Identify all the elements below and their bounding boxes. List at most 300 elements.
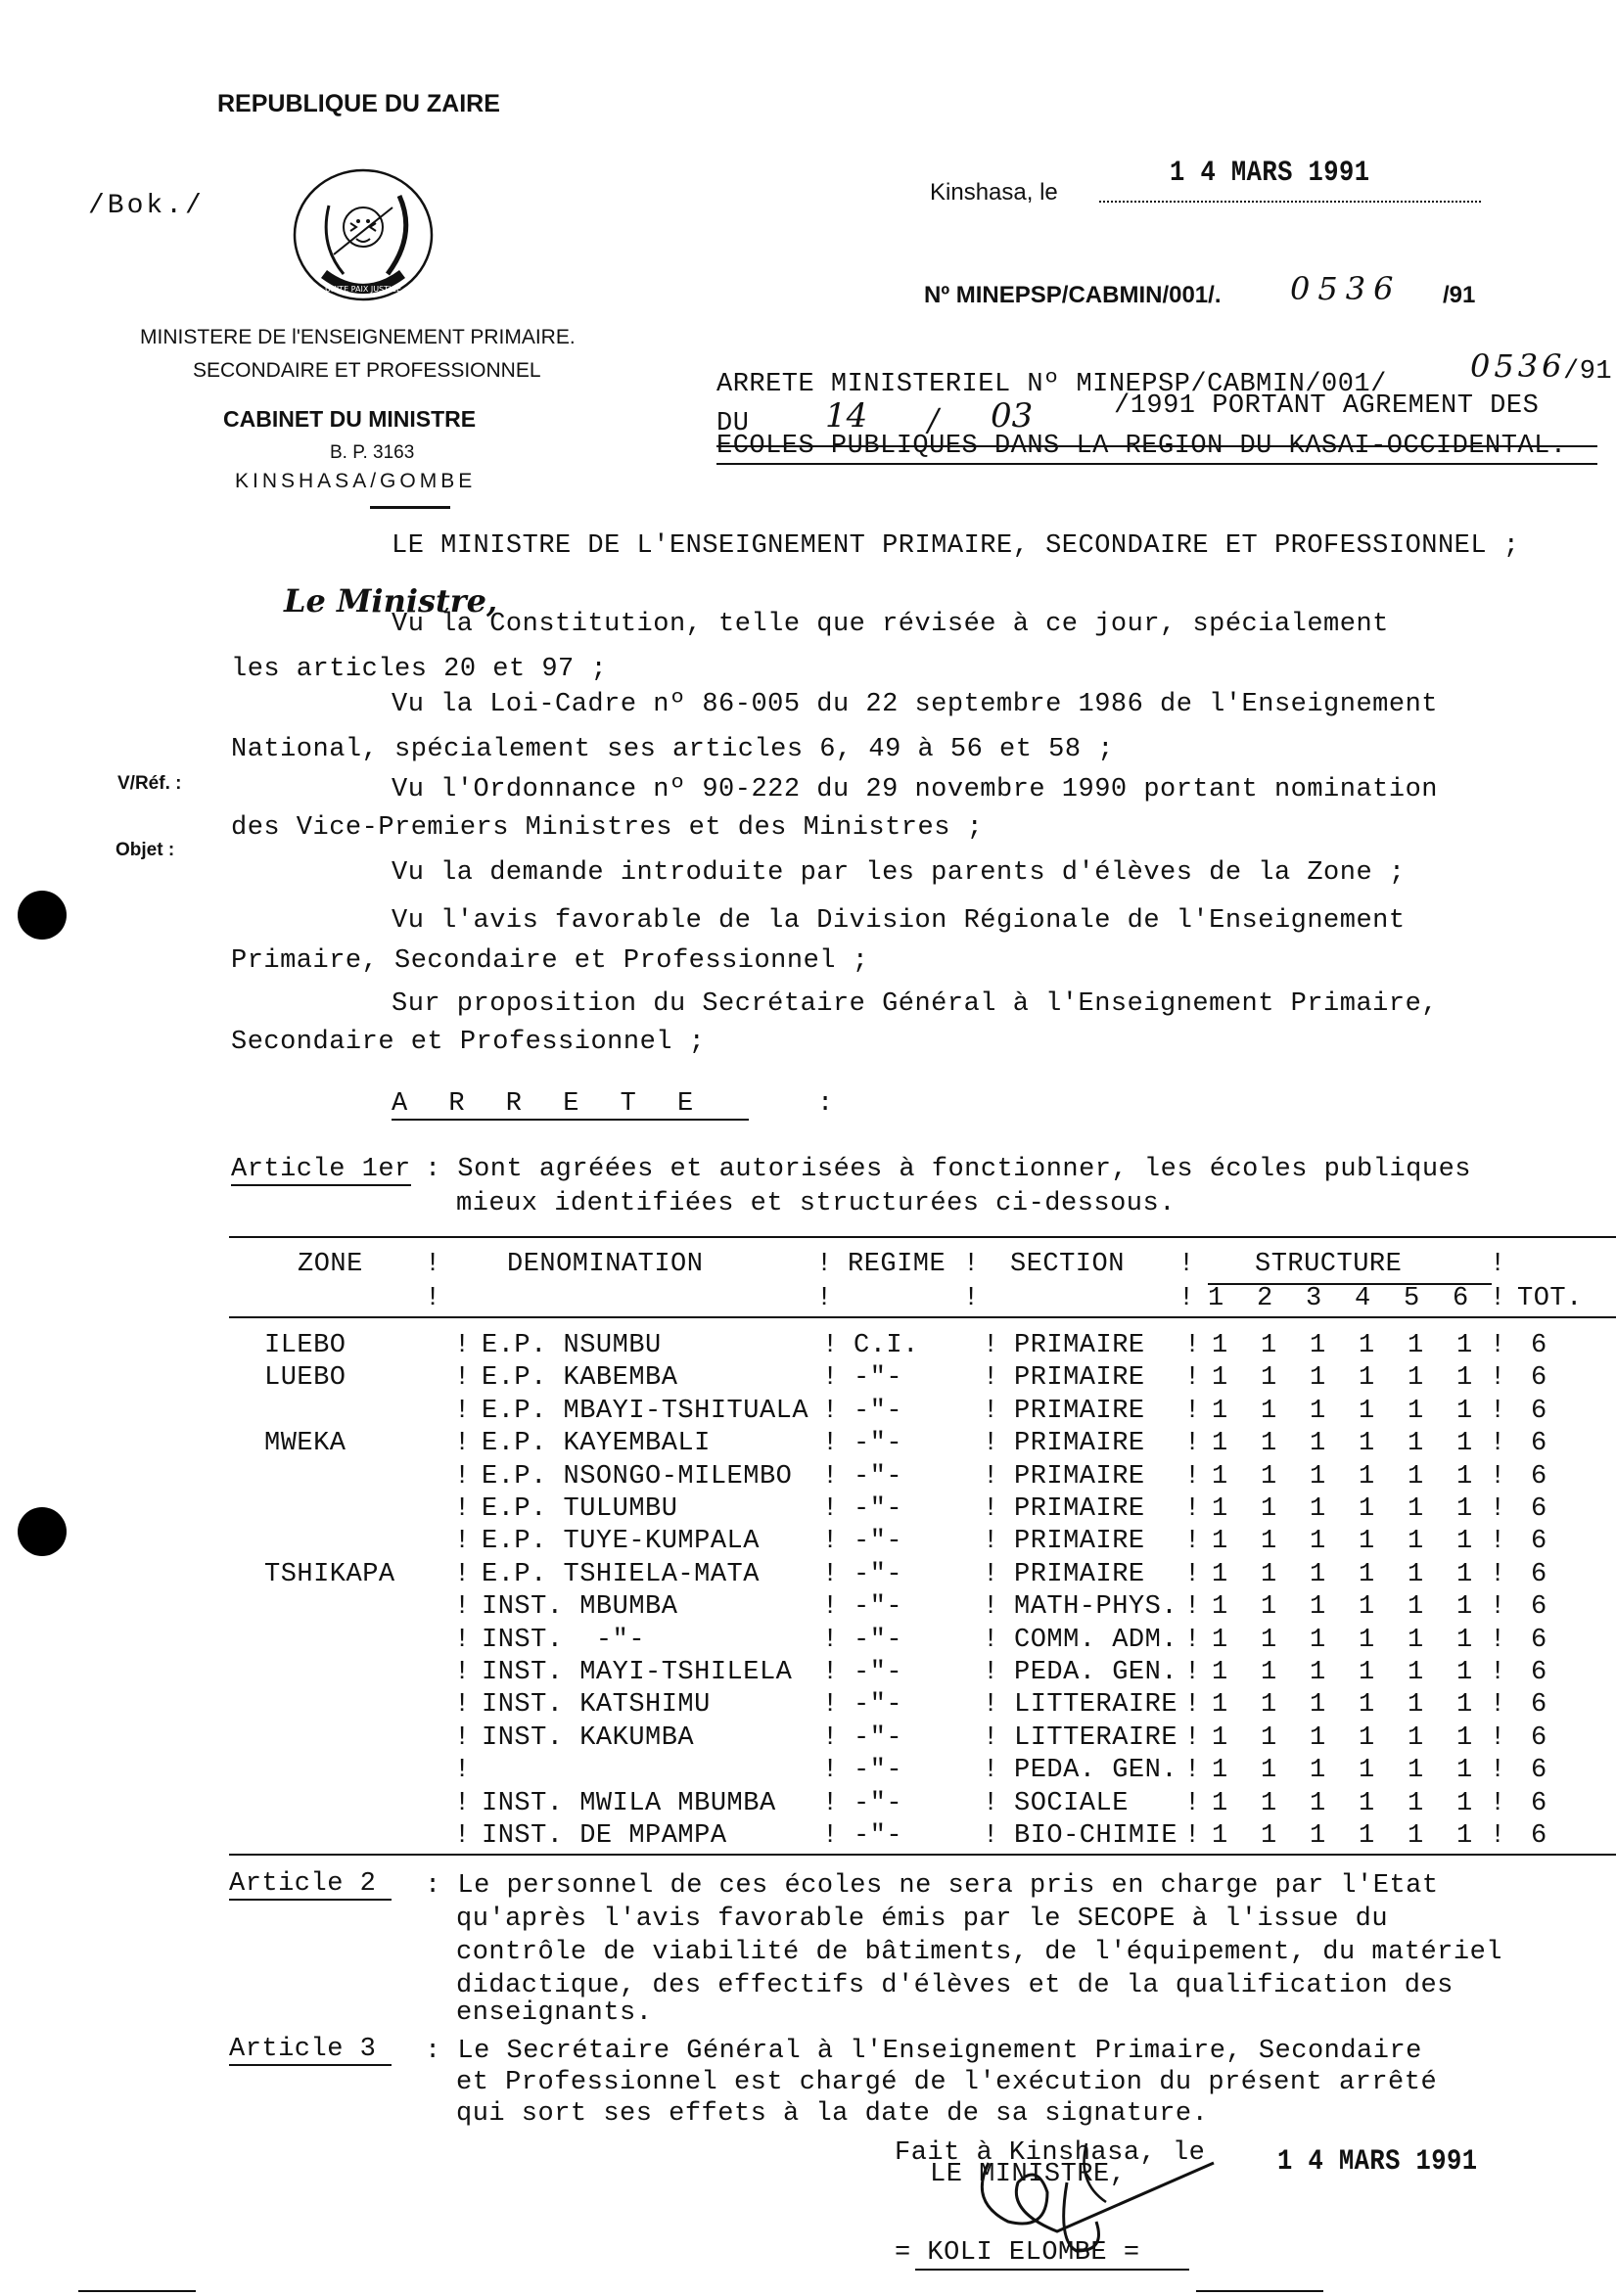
cell-structure-4: 1	[1359, 1756, 1375, 1786]
cell-sep: !	[1490, 1756, 1506, 1786]
cell-structure-5: 1	[1408, 1527, 1424, 1557]
table-row	[229, 1527, 1616, 1559]
header-sep: !	[1490, 1250, 1506, 1279]
cell-denomination: E.P. MBAYI-TSHITUALA	[482, 1396, 809, 1426]
cell-sep: !	[1490, 1494, 1506, 1524]
header-sep: !	[425, 1250, 441, 1279]
cell-structure-4: 1	[1359, 1592, 1375, 1623]
cell-structure-2: 1	[1261, 1821, 1277, 1851]
header-sep: !	[816, 1284, 833, 1313]
title-line1-suffix: /91	[1563, 357, 1613, 387]
structure-rule	[1208, 1283, 1492, 1285]
cell-structure-1: 1	[1212, 1592, 1228, 1623]
cell-sep: !	[1184, 1788, 1201, 1818]
cell-sep: !	[454, 1429, 471, 1459]
cell-sep: !	[1184, 1690, 1201, 1721]
cell-sep: !	[822, 1461, 839, 1492]
cell-sep: !	[454, 1396, 471, 1426]
cell-sep: !	[983, 1788, 999, 1818]
cell-sep: !	[1184, 1658, 1201, 1687]
article2-line3: contrôle de viabilité de bâtiments, de l'équipement, du matériel	[456, 1938, 1502, 1967]
cell-sep: !	[1490, 1821, 1506, 1851]
cell-sep: !	[983, 1331, 999, 1360]
cell-sep: !	[1184, 1625, 1201, 1655]
cell-section: PRIMAIRE	[1014, 1494, 1145, 1524]
cell-sep: !	[454, 1756, 471, 1786]
place-label: Kinshasa, le	[930, 179, 1058, 206]
cell-structure-5: 1	[1408, 1429, 1424, 1459]
header-sep: !	[1178, 1250, 1195, 1279]
cell-total: 6	[1531, 1690, 1547, 1721]
number-suffix: /91	[1443, 282, 1476, 308]
cell-sep: !	[822, 1559, 839, 1589]
cell-total: 6	[1531, 1461, 1547, 1492]
cell-sep: !	[1490, 1396, 1506, 1426]
cell-total: 6	[1531, 1396, 1547, 1426]
table-row	[229, 1462, 1616, 1494]
header-year-2: 2	[1257, 1284, 1273, 1313]
cell-structure-4: 1	[1359, 1788, 1375, 1818]
cell-sep: !	[454, 1363, 471, 1394]
article2-line5: enseignants.	[456, 1998, 653, 2028]
cell-sep: !	[1490, 1722, 1506, 1753]
cell-structure-4: 1	[1359, 1429, 1375, 1459]
cell-structure-5: 1	[1408, 1788, 1424, 1818]
cell-regime: -"-	[854, 1690, 903, 1721]
cell-sep: !	[454, 1625, 471, 1655]
cell-sep: !	[983, 1396, 999, 1426]
cell-regime: -"-	[854, 1756, 903, 1786]
cell-structure-2: 1	[1261, 1396, 1277, 1426]
cell-denomination: E.P. TULUMBU	[482, 1494, 678, 1524]
cell-structure-4: 1	[1359, 1658, 1375, 1687]
cell-structure-1: 1	[1212, 1396, 1228, 1426]
header-sep: !	[425, 1284, 441, 1313]
cell-structure-6: 1	[1456, 1690, 1473, 1721]
cell-regime: -"-	[854, 1788, 903, 1818]
city-line: KINSHASA/GOMBE	[235, 470, 477, 492]
cell-sep: !	[822, 1788, 839, 1818]
cell-structure-6: 1	[1456, 1461, 1473, 1492]
title-line2-prefix: DU	[716, 409, 750, 438]
minister-stamp: Le Ministre,	[284, 582, 498, 620]
cell-structure-5: 1	[1408, 1722, 1424, 1753]
cell-denomination: INST. -"-	[482, 1625, 646, 1655]
article1-label: Article 1er	[231, 1155, 411, 1184]
city-underline	[370, 506, 450, 509]
signatory-underline	[915, 2269, 1189, 2271]
cell-structure-6: 1	[1456, 1722, 1473, 1753]
cell-structure-6: 1	[1456, 1788, 1473, 1818]
date-stamp: 1 4 MARS 1991	[1170, 157, 1370, 190]
cell-structure-1: 1	[1212, 1658, 1228, 1687]
cell-structure-4: 1	[1359, 1331, 1375, 1360]
cell-sep: !	[822, 1722, 839, 1753]
cell-total: 6	[1531, 1821, 1547, 1851]
title-line3-underline	[716, 463, 1597, 465]
table-row	[229, 1821, 1616, 1854]
cell-sep: !	[983, 1756, 999, 1786]
header-year-3: 3	[1306, 1284, 1322, 1313]
cell-denomination: INST. DE MPAMPA	[482, 1821, 727, 1851]
cell-total: 6	[1531, 1722, 1547, 1753]
cell-structure-6: 1	[1456, 1494, 1473, 1524]
cell-sep: !	[983, 1363, 999, 1394]
cell-section: PRIMAIRE	[1014, 1527, 1145, 1557]
header-sep: !	[1178, 1284, 1195, 1313]
cell-section: PRIMAIRE	[1014, 1331, 1145, 1360]
cell-structure-1: 1	[1212, 1756, 1228, 1786]
cell-total: 6	[1531, 1363, 1547, 1394]
cell-sep: !	[1490, 1461, 1506, 1492]
cell-regime: -"-	[854, 1592, 903, 1623]
consideration-1-l1: Vu la Constitution, telle que révisée à ce jour, spécialement	[392, 610, 1389, 639]
cell-sep: !	[1490, 1527, 1506, 1557]
consideration-3-l1: Vu l'Ordonnance nº 90-222 du 29 novembre 1990 portant nomination	[392, 775, 1438, 804]
objet-label: Objet :	[115, 840, 175, 860]
consideration-6-l1: Sur proposition du Secrétaire Général à l'Enseignement Primaire,	[392, 989, 1438, 1019]
cell-sep: !	[983, 1592, 999, 1623]
cell-total: 6	[1531, 1494, 1547, 1524]
table-header-row2	[229, 1284, 1616, 1319]
cell-sep: !	[822, 1690, 839, 1721]
cell-section: PRIMAIRE	[1014, 1429, 1145, 1459]
cabinet-title: CABINET DU MINISTRE	[223, 406, 477, 432]
postal-box: B. P. 3163	[330, 442, 415, 463]
header-sep: !	[963, 1284, 980, 1313]
cell-regime: -"-	[854, 1821, 903, 1851]
cell-sep: !	[454, 1494, 471, 1524]
cell-sep: !	[983, 1527, 999, 1557]
cell-structure-5: 1	[1408, 1756, 1424, 1786]
table-row	[229, 1789, 1616, 1821]
article1-text2: mieux identifiées et structurées ci-dessous.	[456, 1189, 1176, 1218]
cell-sep: !	[983, 1559, 999, 1589]
cell-denomination: E.P. NSONGO-MILEMBO	[482, 1461, 793, 1492]
cell-sep: !	[454, 1559, 471, 1589]
table-row	[229, 1626, 1616, 1658]
date-dotted-line	[1099, 201, 1481, 203]
cell-total: 6	[1531, 1429, 1547, 1459]
ministry-line2: SECONDAIRE ET PROFESSIONNEL	[193, 359, 541, 382]
cell-sep: !	[822, 1527, 839, 1557]
signatory-name: = KOLI ELOMBE =	[895, 2238, 1140, 2268]
cell-sep: !	[822, 1625, 839, 1655]
cell-regime: -"-	[854, 1527, 903, 1557]
page-bottom-rule-right	[1196, 2290, 1323, 2292]
cell-structure-1: 1	[1212, 1625, 1228, 1655]
cell-structure-4: 1	[1359, 1363, 1375, 1394]
cell-structure-2: 1	[1261, 1625, 1277, 1655]
cell-structure-4: 1	[1359, 1821, 1375, 1851]
cell-structure-3: 1	[1310, 1658, 1326, 1687]
table-row	[229, 1397, 1616, 1429]
cell-regime: C.I.	[854, 1331, 919, 1360]
cell-sep: !	[822, 1429, 839, 1459]
cell-sep: !	[983, 1690, 999, 1721]
cell-structure-2: 1	[1261, 1331, 1277, 1360]
table-row	[229, 1756, 1616, 1788]
cell-structure-5: 1	[1408, 1461, 1424, 1492]
cell-structure-3: 1	[1310, 1756, 1326, 1786]
cell-sep: !	[1490, 1331, 1506, 1360]
cell-sep: !	[822, 1658, 839, 1687]
minister-heading: LE MINISTRE DE L'ENSEIGNEMENT PRIMAIRE, SECONDAIRE ET PROFESSIONNEL ;	[392, 531, 1520, 561]
cell-structure-4: 1	[1359, 1494, 1375, 1524]
cell-total: 6	[1531, 1592, 1547, 1623]
cell-structure-1: 1	[1212, 1429, 1228, 1459]
cell-structure-3: 1	[1310, 1559, 1326, 1589]
table-header-row1	[229, 1250, 1616, 1285]
cell-sep: !	[983, 1821, 999, 1851]
cell-section: LITTERAIRE	[1014, 1722, 1178, 1753]
title-day: 14	[825, 396, 868, 436]
header-year-1: 1	[1208, 1284, 1224, 1313]
cell-total: 6	[1531, 1559, 1547, 1589]
cell-structure-3: 1	[1310, 1821, 1326, 1851]
header-zone: ZONE	[298, 1250, 363, 1279]
cell-structure-4: 1	[1359, 1559, 1375, 1589]
cell-structure-5: 1	[1408, 1494, 1424, 1524]
cell-structure-4: 1	[1359, 1722, 1375, 1753]
cell-sep: !	[822, 1756, 839, 1786]
cell-sep: !	[822, 1331, 839, 1360]
number-handwritten: 0536	[1290, 270, 1402, 307]
cell-structure-3: 1	[1310, 1494, 1326, 1524]
minister-title: LE MINISTRE,	[930, 2160, 1127, 2189]
cell-structure-3: 1	[1310, 1788, 1326, 1818]
cell-structure-5: 1	[1408, 1690, 1424, 1721]
header-sep: !	[1490, 1284, 1506, 1313]
header-total: TOT.	[1517, 1284, 1583, 1313]
table-row	[229, 1592, 1616, 1625]
cell-structure-1: 1	[1212, 1821, 1228, 1851]
cell-sep: !	[1184, 1363, 1201, 1394]
cell-structure-2: 1	[1261, 1494, 1277, 1524]
cell-structure-5: 1	[1408, 1396, 1424, 1426]
title-line1-prefix: ARRETE MINISTERIEL Nº MINEPSP/CABMIN/001/	[716, 370, 1387, 399]
cell-section: PRIMAIRE	[1014, 1461, 1145, 1492]
cell-structure-6: 1	[1456, 1756, 1473, 1786]
table-row	[229, 1494, 1616, 1527]
cell-denomination: INST. KAKUMBA	[482, 1722, 695, 1753]
cell-structure-4: 1	[1359, 1461, 1375, 1492]
cell-sep: !	[454, 1527, 471, 1557]
cell-structure-2: 1	[1261, 1592, 1277, 1623]
cell-section: LITTERAIRE	[1014, 1690, 1178, 1721]
title-line2-suffix: /1991 PORTANT AGREMENT DES	[1114, 391, 1540, 421]
signature-date-stamp: 1 4 MARS 1991	[1277, 2145, 1478, 2179]
cell-sep: !	[1184, 1461, 1201, 1492]
table-row	[229, 1560, 1616, 1592]
cell-sep: !	[983, 1625, 999, 1655]
cell-sep: !	[1184, 1494, 1201, 1524]
cell-total: 6	[1531, 1625, 1547, 1655]
cell-structure-2: 1	[1261, 1690, 1277, 1721]
cell-structure-5: 1	[1408, 1331, 1424, 1360]
cell-structure-3: 1	[1310, 1722, 1326, 1753]
title-line1-hand: 0536	[1470, 347, 1566, 385]
cell-structure-6: 1	[1456, 1592, 1473, 1623]
cell-sep: !	[1184, 1527, 1201, 1557]
vref-label: V/Réf. :	[117, 773, 182, 794]
cell-structure-3: 1	[1310, 1527, 1326, 1557]
cell-structure-6: 1	[1456, 1658, 1473, 1687]
article3-line1: : Le Secrétaire Général à l'Enseignement Primaire, Secondaire	[425, 2037, 1422, 2066]
cell-regime: -"-	[854, 1559, 903, 1589]
consideration-3-l2: des Vice-Premiers Ministres et des Ministres ;	[231, 813, 984, 843]
header-structure: STRUCTURE	[1255, 1250, 1403, 1279]
table-row	[229, 1723, 1616, 1756]
cell-denomination: E.P. KABEMBA	[482, 1363, 678, 1394]
cell-structure-5: 1	[1408, 1592, 1424, 1623]
cell-structure-2: 1	[1261, 1527, 1277, 1557]
cell-sep: !	[1490, 1690, 1506, 1721]
cell-structure-1: 1	[1212, 1722, 1228, 1753]
cell-section: COMM. ADM.	[1014, 1625, 1178, 1655]
cell-structure-4: 1	[1359, 1396, 1375, 1426]
cell-section: MATH-PHYS.	[1014, 1592, 1178, 1623]
cell-structure-4: 1	[1359, 1625, 1375, 1655]
cell-structure-3: 1	[1310, 1429, 1326, 1459]
cell-regime: -"-	[854, 1625, 903, 1655]
cell-sep: !	[1490, 1363, 1506, 1394]
cell-structure-1: 1	[1212, 1527, 1228, 1557]
cell-structure-1: 1	[1212, 1331, 1228, 1360]
cell-denomination: E.P. TUYE-KUMPALA	[482, 1527, 760, 1557]
cell-total: 6	[1531, 1756, 1547, 1786]
header-regime: REGIME	[848, 1250, 947, 1279]
cell-structure-3: 1	[1310, 1690, 1326, 1721]
cell-regime: -"-	[854, 1429, 903, 1459]
reference-code: /Bok./	[88, 191, 205, 221]
cell-section: SOCIALE	[1014, 1788, 1129, 1818]
national-emblem	[290, 166, 437, 313]
article2-line2: qu'après l'avis favorable émis par le SECOPE à l'issue du	[456, 1905, 1389, 1934]
cell-denomination: E.P. TSHIELA-MATA	[482, 1559, 760, 1589]
consideration-1-l2: les articles 20 et 97 ;	[231, 655, 608, 684]
cell-sep: !	[983, 1722, 999, 1753]
cell-regime: -"-	[854, 1363, 903, 1394]
cell-sep: !	[983, 1494, 999, 1524]
cell-sep: !	[1184, 1396, 1201, 1426]
emblem-motto: UNITE PAIX JUSTICE	[324, 285, 402, 294]
cell-structure-1: 1	[1212, 1788, 1228, 1818]
punch-hole-bottom	[18, 1507, 67, 1556]
cell-structure-2: 1	[1261, 1363, 1277, 1394]
cell-denomination: INST. MBUMBA	[482, 1592, 678, 1623]
cell-sep: !	[983, 1461, 999, 1492]
cell-section: PRIMAIRE	[1014, 1363, 1145, 1394]
cell-structure-5: 1	[1408, 1821, 1424, 1851]
consideration-2-l1: Vu la Loi-Cadre nº 86-005 du 22 septembre 1986 de l'Enseignement	[392, 690, 1438, 719]
table-row	[229, 1331, 1616, 1363]
title-line3: ECOLES PUBLIQUES DANS LA REGION DU KASAI-OCCIDENTAL.	[716, 432, 1567, 461]
cell-structure-3: 1	[1310, 1363, 1326, 1394]
cell-structure-1: 1	[1212, 1690, 1228, 1721]
cell-total: 6	[1531, 1788, 1547, 1818]
consideration-5-l1: Vu l'avis favorable de la Division Régionale de l'Enseignement	[392, 906, 1406, 936]
cell-denomination: INST. MWILA MBUMBA	[482, 1788, 776, 1818]
cell-structure-2: 1	[1261, 1722, 1277, 1753]
table-top-rule	[229, 1236, 1616, 1238]
cell-section: PEDA. GEN.	[1014, 1658, 1178, 1687]
cell-sep: !	[1490, 1429, 1506, 1459]
cell-structure-6: 1	[1456, 1527, 1473, 1557]
cell-sep: !	[1184, 1429, 1201, 1459]
cell-sep: !	[454, 1592, 471, 1623]
cell-structure-6: 1	[1456, 1396, 1473, 1426]
header-sep: !	[963, 1250, 980, 1279]
arrete-heading: A R R E T E	[392, 1089, 749, 1121]
article2-line4: didactique, des effectifs d'élèves et de la qualification des	[456, 1971, 1454, 2000]
cell-sep: !	[983, 1658, 999, 1687]
cell-section: PEDA. GEN.	[1014, 1756, 1178, 1786]
cell-structure-3: 1	[1310, 1625, 1326, 1655]
ministry-line1: MINISTERE DE l'ENSEIGNEMENT PRIMAIRE.	[140, 326, 576, 348]
cell-sep: !	[822, 1592, 839, 1623]
article1-text1: : Sont agréées et autorisées à fonctionner, les écoles publiques	[425, 1155, 1471, 1184]
cell-sep: !	[1184, 1592, 1201, 1623]
page-bottom-rule	[78, 2290, 196, 2292]
arrete-colon: :	[817, 1089, 834, 1119]
cell-regime: -"-	[854, 1396, 903, 1426]
cell-sep: !	[454, 1690, 471, 1721]
table-header-rule	[229, 1316, 1616, 1318]
cell-structure-3: 1	[1310, 1331, 1326, 1360]
cell-section: PRIMAIRE	[1014, 1396, 1145, 1426]
punch-hole-top	[18, 891, 67, 940]
article3-label: Article 3	[229, 2035, 392, 2066]
cell-sep: !	[1184, 1756, 1201, 1786]
article3-line2: et Professionnel est chargé de l'exécution du présent arrêté	[456, 2068, 1438, 2097]
cell-sep: !	[454, 1722, 471, 1753]
cell-sep: !	[1184, 1331, 1201, 1360]
table-row	[229, 1658, 1616, 1690]
cell-structure-5: 1	[1408, 1559, 1424, 1589]
cell-zone: TSHIKAPA	[264, 1559, 395, 1589]
header-year-5: 5	[1404, 1284, 1420, 1313]
cell-sep: !	[454, 1461, 471, 1492]
cell-structure-4: 1	[1359, 1690, 1375, 1721]
cell-sep: !	[1184, 1821, 1201, 1851]
table-bottom-rule	[229, 1854, 1616, 1856]
cell-structure-4: 1	[1359, 1527, 1375, 1557]
cell-structure-1: 1	[1212, 1494, 1228, 1524]
cell-denomination: E.P. NSUMBU	[482, 1331, 662, 1360]
cell-regime: -"-	[854, 1658, 903, 1687]
article2-label: Article 2	[229, 1869, 392, 1901]
cell-structure-3: 1	[1310, 1461, 1326, 1492]
table-row	[229, 1429, 1616, 1461]
cell-structure-6: 1	[1456, 1625, 1473, 1655]
cell-structure-2: 1	[1261, 1461, 1277, 1492]
fait-a-kinshasa: Fait à Kinshasa, le	[895, 2138, 1206, 2168]
cell-structure-2: 1	[1261, 1559, 1277, 1589]
cell-regime: -"-	[854, 1722, 903, 1753]
cell-sep: !	[822, 1396, 839, 1426]
cell-denomination: E.P. KAYEMBALI	[482, 1429, 711, 1459]
header-year-6: 6	[1453, 1284, 1469, 1313]
cell-regime: -"-	[854, 1494, 903, 1524]
cell-structure-5: 1	[1408, 1625, 1424, 1655]
cell-sep: !	[1184, 1722, 1201, 1753]
cell-structure-6: 1	[1456, 1821, 1473, 1851]
table-row	[229, 1363, 1616, 1396]
country-title: REPUBLIQUE DU ZAIRE	[217, 90, 500, 117]
cell-sep: !	[454, 1821, 471, 1851]
cell-structure-6: 1	[1456, 1363, 1473, 1394]
